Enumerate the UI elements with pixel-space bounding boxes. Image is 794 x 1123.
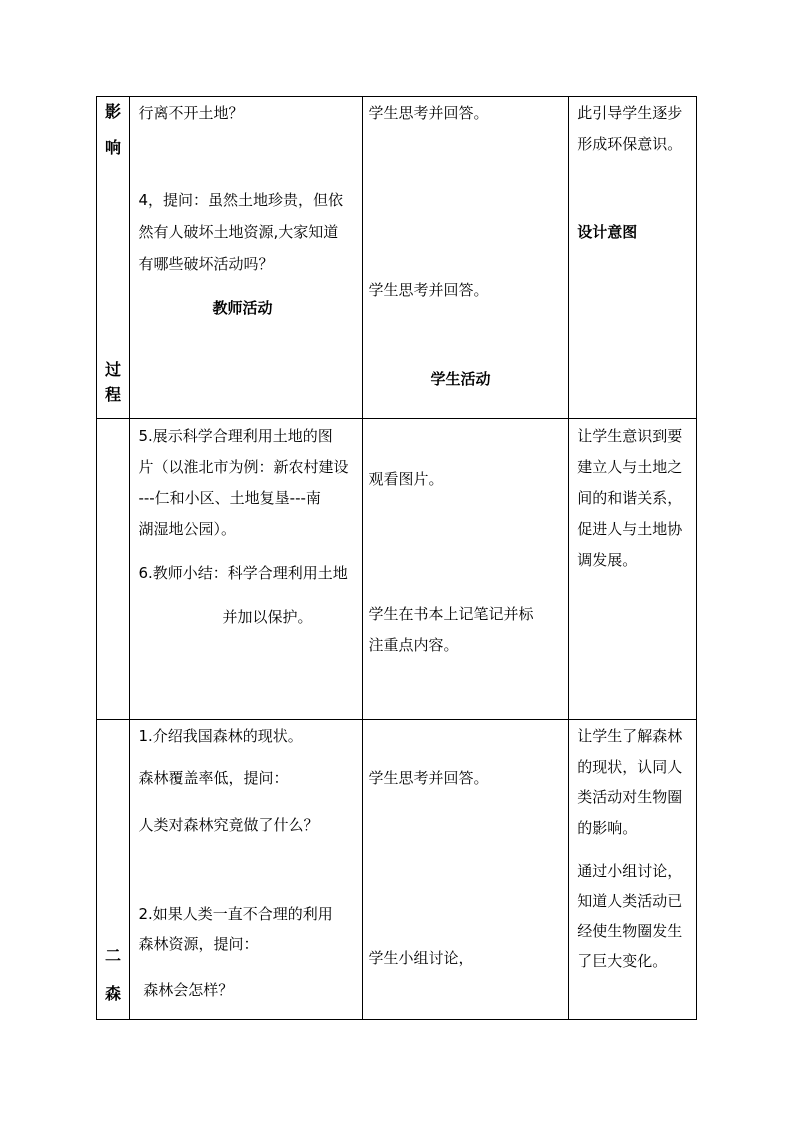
section-cell (97, 720, 130, 1020)
teacher-text: ---仁和小区、土地复垦---南 (138, 489, 321, 507)
intent-text: 知道人类活动已 (577, 892, 683, 910)
intent-text: 的影响。 (577, 819, 638, 837)
intent-text: 的现状，认同人 (577, 758, 683, 776)
design-intent-header: 设计意图 (577, 223, 638, 241)
table-row (97, 419, 697, 720)
student-text: 学生思考并回答。 (368, 104, 489, 122)
teacher-text: 然有人破坏土地资源,大家知道 (138, 223, 339, 241)
intent-text: 此引导学生逐步 (577, 104, 683, 122)
teacher-text: 6.教师小结：科学合理利用土地 (138, 564, 348, 582)
teacher-text: 2.如果人类一直不合理的利用 (138, 905, 333, 923)
teacher-text: 行离不开土地？ (138, 104, 244, 122)
intent-text: 调发展。 (577, 551, 638, 569)
teacher-text: 有哪些破坏活动吗？ (138, 255, 274, 273)
student-activity-cell (362, 419, 569, 720)
lesson-plan-table (96, 96, 697, 1020)
intent-text: 类活动对生物圈 (577, 788, 683, 806)
student-activity-cell (362, 720, 569, 1020)
intent-text: 形成环保意识。 (577, 135, 683, 153)
intent-text: 促进人与土地协 (577, 520, 683, 538)
section-char: 程 (105, 385, 122, 404)
teacher-activity-header: 教师活动 (212, 299, 273, 317)
section-cell (97, 419, 130, 720)
teacher-activity-cell (130, 97, 362, 419)
section-char: 影 (105, 102, 122, 121)
section-char: 二 (105, 946, 122, 965)
student-text: 学生在书本上记笔记并标 (368, 605, 534, 623)
intent-text: 建立人与土地之 (577, 458, 683, 476)
section-char: 过 (105, 360, 122, 379)
teacher-text: 森林会怎样？ (138, 981, 234, 999)
intent-text: 间的和谐关系， (577, 489, 683, 507)
table-row (97, 720, 697, 1020)
teacher-text: 人类对森林究竟做了什么？ (138, 816, 319, 834)
teacher-text: 森林覆盖率低，提问： (138, 769, 289, 787)
student-text: 学生小组讨论， (368, 949, 474, 967)
teacher-text: 4，提问：虽然土地珍贵，但依 (138, 191, 343, 209)
teacher-text: 1.介绍我国森林的现状。 (138, 727, 303, 745)
design-intent-cell (569, 419, 697, 720)
student-text: 注重点内容。 (368, 636, 459, 654)
student-activity-header: 学生活动 (430, 370, 491, 388)
student-text: 学生思考并回答。 (368, 281, 489, 299)
section-char: 森 (105, 984, 122, 1003)
section-cell (97, 97, 130, 419)
teacher-text: 湖湿地公园）。 (138, 520, 236, 538)
teacher-text: 森林资源，提问： (138, 935, 259, 953)
teacher-activity-cell (130, 419, 362, 720)
design-intent-cell (569, 720, 697, 1020)
section-char: 响 (105, 138, 122, 157)
student-activity-cell (362, 97, 569, 419)
teacher-activity-cell (130, 720, 362, 1020)
intent-text: 了巨大变化。 (577, 952, 668, 970)
teacher-text: 并加以保护。 (222, 608, 313, 626)
intent-text: 经使生物圈发生 (577, 922, 683, 940)
teacher-text: 片（以淮北市为例：新农村建设 (138, 458, 349, 476)
student-text: 学生思考并回答。 (368, 769, 489, 787)
intent-text: 通过小组讨论， (577, 862, 683, 880)
intent-text: 让学生了解森林 (577, 727, 683, 745)
design-intent-cell (569, 97, 697, 419)
intent-text: 让学生意识到要 (577, 427, 683, 445)
table-row (97, 97, 697, 419)
teacher-text: 5.展示科学合理利用土地的图 (138, 427, 333, 445)
student-text: 观看图片。 (368, 470, 444, 488)
